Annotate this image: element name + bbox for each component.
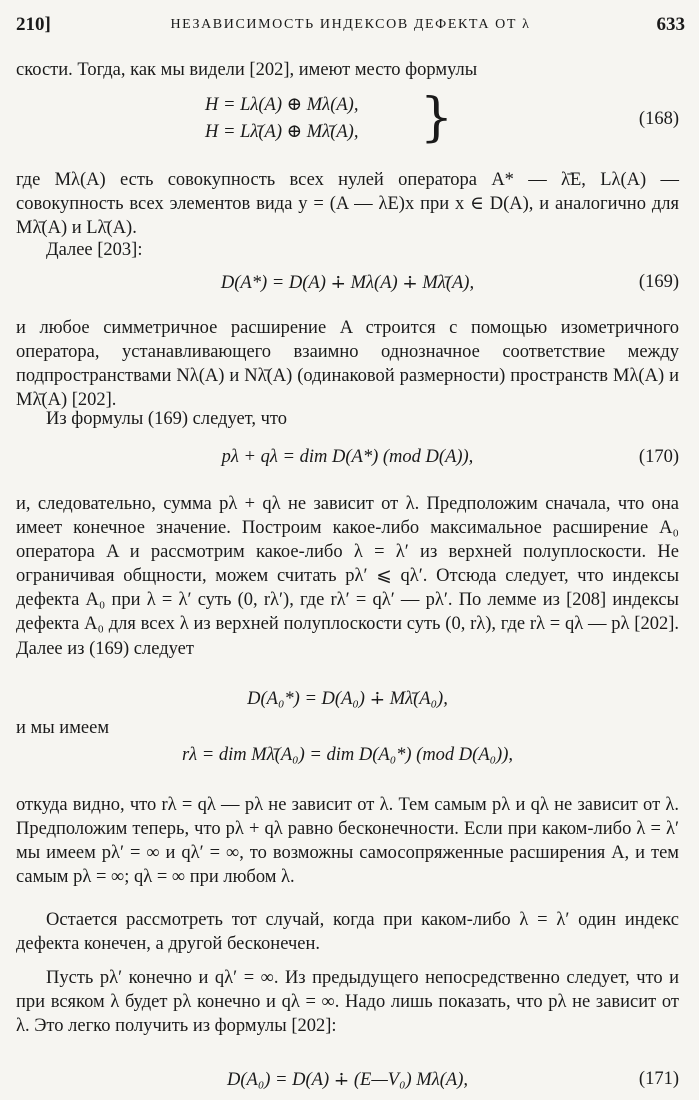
equation-168-system — [205, 92, 425, 146]
equation-170-number: (170) — [638, 447, 679, 467]
equation-168-number: (168) — [638, 109, 679, 129]
equation-169 — [16, 272, 679, 294]
equation-171-number: (171) — [638, 1069, 679, 1089]
equation-r-lambda-body: rλ = dim Mλ̄(A₀) = dim D(A₀*) (mod D(A₀)), — [181, 745, 514, 765]
section-number: 210] — [16, 14, 51, 35]
right-brace: } — [420, 88, 454, 148]
equation-168-line-1: H = Lλ(A) ⊕ Mλ(A), — [205, 95, 359, 115]
equation-170-body: pλ + qλ = dim D(A*) (mod D(A)), — [221, 447, 474, 467]
equation-169-body: D(A*) = D(A) ∔ Mλ(A) ∔ Mλ̄(A), — [220, 273, 475, 293]
paragraph-8: откуда видно, что rλ = qλ — pλ не зависит от λ. Тем самым pλ и qλ не зависит от λ. Предположим теперь, что pλ + qλ равно бесконечности. Если при каком-либо λ = λ′ мы имеем pλ′ = ∞ и qλ′ = ∞, то возможны самосопряженные расширения A, и тем самым pλ = ∞; qλ = ∞ при любом λ. — [16, 795, 679, 888]
equation-171-body: D(A₀) = D(A) ∔ (E—V₀) Mλ(A), — [227, 1070, 468, 1090]
equation-171 — [16, 1069, 679, 1091]
paragraph-4: и любое симметричное расширение A строится с помощью изометричного оператора, устанавливающего взаимно однозначное соответствие между подпространствами Nλ(A) и Nλ̄(A) (одинаковой размерности) пространств Mλ(A) и Mλ̄(A) [202]. — [16, 318, 679, 411]
running-header — [16, 14, 685, 40]
paragraph-1: скости. Тогда, как мы видели [202], имеют место формулы — [16, 60, 478, 80]
paragraph-6: и, следовательно, сумма pλ + qλ не зависит от λ. Предположим сначала, что она имеет конечное значение. Построим какое-либо максимальное расширение A₀ оператора A и рассмотрим какое-либо λ = λ′ из верхней полуплоскости. Не ограничивая общности, можем считать pλ′ ⩽ qλ′. Отсюда следует, что индексы дефекта A₀ при λ = λ′ суть (0, rλ′), где rλ′ = qλ′ — pλ′. По лемме из [208] индексы дефекта A₀ для всех λ из верхней полуплоскости суть (0, rλ), где rλ = qλ — pλ [202]. Далее из (169) следует — [16, 494, 679, 659]
paragraph-10: Пусть pλ′ конечно и qλ′ = ∞. Из предыдущего непосредственно следует, что и при всяком λ будет pλ конечно и qλ = ∞. Надо лишь показать, что pλ не зависит от λ. Это легко получить из формулы [202]: — [16, 968, 679, 1037]
paragraph-2: где Mλ(A) есть совокупность всех нулей оператора A* — λ̄E, Lλ(A) — совокупность всех элементов вида y = (A — λE)x при x ∈ D(A), и аналогично для Mλ̄(A) и Lλ̄(A). — [16, 170, 679, 239]
equation-a0 — [16, 688, 679, 710]
equation-a0-body: D(A₀*) = D(A₀) ∔ Mλ̄(A₀), — [247, 689, 448, 709]
equation-170 — [16, 447, 679, 468]
equation-r-lambda — [16, 745, 679, 766]
paragraph-9: Остается рассмотреть тот случай, когда при каком-либо λ = λ′ один индекс дефекта конечен, а другой бесконечен. — [16, 910, 679, 955]
page-number: 633 — [656, 14, 685, 35]
paragraph-3: Далее [203]: — [46, 240, 143, 260]
equation-168-line-2: H = Lλ̄(A) ⊕ Mλ̄(A), — [205, 122, 359, 142]
paragraph-7: и мы имеем — [16, 718, 110, 738]
equation-169-number: (169) — [638, 272, 679, 292]
paragraph-5: Из формулы (169) следует, что — [46, 409, 288, 429]
running-title: НЕЗАВИСИМОСТЬ ИНДЕКСОВ ДЕФЕКТА ОТ λ — [170, 17, 531, 32]
